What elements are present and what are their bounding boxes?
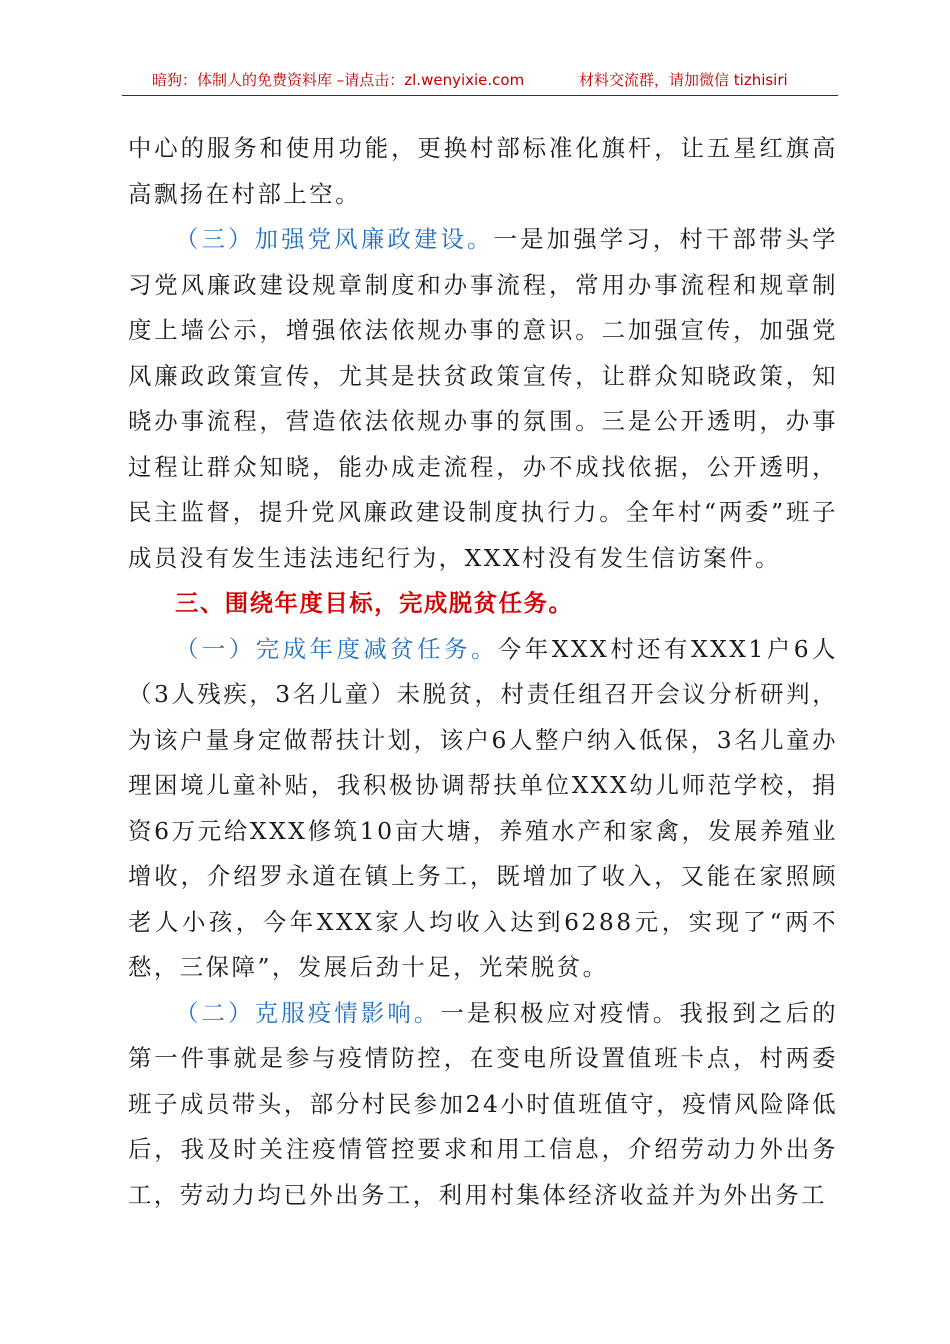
document-body: [128, 126, 838, 1218]
paragraph-epidemic: [128, 991, 838, 1219]
paragraph-party-conduct: [128, 217, 838, 581]
paragraph-lead: （二）克服疫情影响。: [175, 998, 441, 1027]
paragraph-lead: （三）加强党风廉政建设。: [175, 225, 494, 253]
paragraph-body: 中心的服务和使用功能，更换村部标准化旗杆，让五星红旗高高飘扬在村部上空。: [128, 134, 838, 208]
paragraph-continuation: [128, 126, 838, 217]
paragraph-poverty-reduction: [128, 627, 838, 991]
paragraph-body: 今年XXX村还有XXX1户6人（3人残疾，3名儿童）未脱贫，村责任组召开会议分析研判，为该户量身定做帮扶计划，该户6人整户纳入低保，3名儿童办理困境儿童补贴，我积极协调帮扶单位XXX幼儿师范学校，捐资6万元给XXX修筑10亩大塘，养殖水产和家禽，发展养殖业增收，介绍罗永道在镇上务工，既增加了收入，又能在家照顾老人小孩，今年XXX家人均收入达到6288元，实现了“两不愁，三保障”，发展后劲十足，光荣脱贫。: [128, 634, 838, 981]
header-left-text: 暗狗：体制人的免费资料库 –请点击：zl.wenyixie.com: [152, 71, 525, 89]
section-heading: 三、围绕年度目标，完成脱贫任务。: [175, 589, 574, 617]
paragraph-body: 一是积极应对疫情。我报到之后的第一件事就是参与疫情防控，在变电所设置值班卡点，村两委班子成员带头，部分村民参加24小时值班值守，疫情风险降低后，我及时关注疫情管控要求和用工信息，介绍劳动力外出务工，劳动力均已外出务工，利用村集体经济收益并为外出务工: [128, 998, 839, 1209]
header-divider: [122, 95, 838, 96]
paragraph-lead: （一）完成年度减贫任务。: [175, 634, 498, 663]
paragraph-body: 一是加强学习，村干部带头学习党风廉政建设规章制度和办事流程，常用办事流程和规章制度上墙公示，增强依法依规办事的意识。二加强宣传，加强党风廉政政策宣传，尤其是扶贫政策宣传，让群众知晓政策，知晓办事流程，营造依法依规办事的氛围。三是公开透明，办事过程让群众知晓，能办成走流程，办不成找依据，公开透明，民主监督，提升党风廉政建设制度执行力。全年村“两委”班子成员没有发生违法违纪行为，XXX村没有发生信访案件。: [128, 225, 839, 572]
header-right-text: 材料交流群，请加微信 tizhisiri: [579, 71, 788, 89]
page-header: [122, 66, 838, 96]
